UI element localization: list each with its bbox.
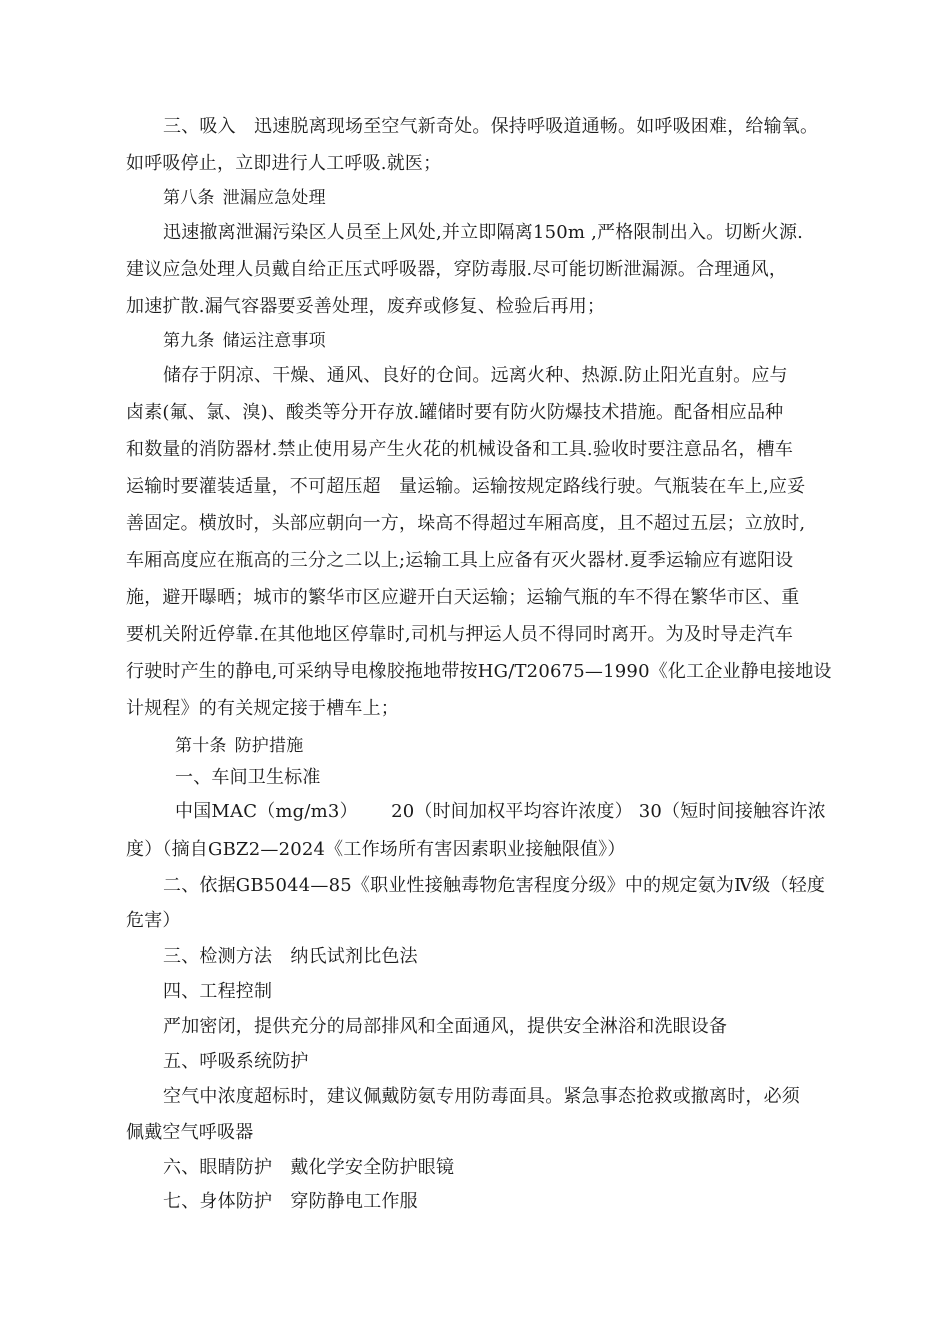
article10-item4-title: 四、工程控制: [163, 981, 273, 1002]
article9-line-2: 卤素(氟、氯、溴)、酸类等分开存放.罐储时要有防火防爆技术措施。配备相应品种: [126, 402, 784, 423]
article9-title: 储运注意事项: [222, 331, 326, 351]
inhalation-line-1: 三、吸入 迅速脱离现场至空气新奇处。保持呼吸道通畅。如呼吸困难，给输氧。: [163, 116, 819, 137]
article9-line-7: 施，避开曝晒；城市的繁华市区应避开白天运输；运输气瓶的车不得在繁华市区、重: [126, 587, 800, 608]
article9-line-4: 运输时要灌装适量，不可超压超 量运输。运输按规定路线行驶。气瓶装在车上,应妥: [126, 476, 806, 497]
article9-line-5: 善固定。横放时，头部应朝向一方，垛高不得超过车厢高度，且不超过五层；立放时,: [126, 513, 806, 534]
article10-item5-line-2: 佩戴空气呼吸器: [126, 1122, 254, 1143]
inhalation-line-2: 如呼吸停止，立即进行人工呼吸.就医；: [126, 153, 442, 174]
article10-item3: 三、检测方法 纳氏试剂比色法: [163, 946, 418, 967]
article9-line-10: 计规程》的有关规定接于槽车上；: [126, 698, 399, 719]
article10-item1-line-1: 中国MAC（mg/m3） 20（时间加权平均容许浓度） 30（短时间接触容许浓: [175, 801, 826, 822]
article8-line-3: 加速扩散.漏气容器要妥善处理，废弃或修复、检验后再用；: [126, 296, 606, 317]
article10-item1-line-2: 度）（摘自GBZ2—2024《工作场所有害因素职业接触限值》）: [126, 839, 626, 860]
article9-number: 第九条: [163, 331, 215, 351]
article9-line-9: 行驶时产生的静电,可采纳导电橡胶拖地带按HG/T20675—1990《化工企业静电接地设: [126, 661, 832, 682]
article9-line-8: 要机关附近停靠.在其他地区停靠时,司机与押运人员不得同时离开。为及时导走汽车: [126, 624, 794, 645]
article10-item1-title: 一、车间卫生标准: [175, 767, 321, 788]
article10-item7: 七、身体防护 穿防静电工作服: [163, 1191, 418, 1212]
article10-heading: [175, 734, 303, 758]
article10-item2-line-1: 二、依据GB5044—85《职业性接触毒物危害程度分级》中的规定氨为Ⅳ级（轻度: [163, 875, 826, 896]
article9-heading: [163, 329, 326, 353]
article10-item4-body: 严加密闭，提供充分的局部排风和全面通风，提供安全淋浴和洗眼设备: [163, 1016, 728, 1037]
article10-item5-title: 五、呼吸系统防护: [163, 1051, 309, 1072]
article10-title: 防护措施: [234, 736, 304, 756]
article10-item6: 六、眼睛防护 戴化学安全防护眼镜: [163, 1157, 455, 1178]
article9-line-1: 储存于阴凉、干燥、通风、良好的仓间。远离火种、热源.防止阳光直射。应与: [163, 365, 788, 386]
article10-item2-line-2: 危害）: [126, 910, 181, 931]
article9-line-3: 和数量的消防器材.禁止使用易产生火花的机械设备和工具.验收时要注意品名，槽车: [126, 439, 794, 460]
article10-item5-line-1: 空气中浓度超标时，建议佩戴防氨专用防毒面具。紧急事态抢救或撤离时，必须: [163, 1086, 800, 1107]
article8-title: 泄漏应急处理: [222, 188, 326, 208]
article8-heading: [163, 186, 326, 210]
article9-line-6: 车厢高度应在瓶高的三分之二以上;运输工具上应备有灭火器材.夏季运输应有遮阳设: [126, 550, 794, 571]
article10-number: 第十条: [175, 736, 227, 756]
article8-line-2: 建议应急处理人员戴自给正压式呼吸器，穿防毒服.尽可能切断泄漏源。合理通风，: [126, 259, 788, 280]
article8-line-1: 迅速撤离泄漏污染区人员至上风处,并立即隔离150m ,严格限制出入。切断火源.: [163, 222, 804, 243]
article8-number: 第八条: [163, 188, 215, 208]
